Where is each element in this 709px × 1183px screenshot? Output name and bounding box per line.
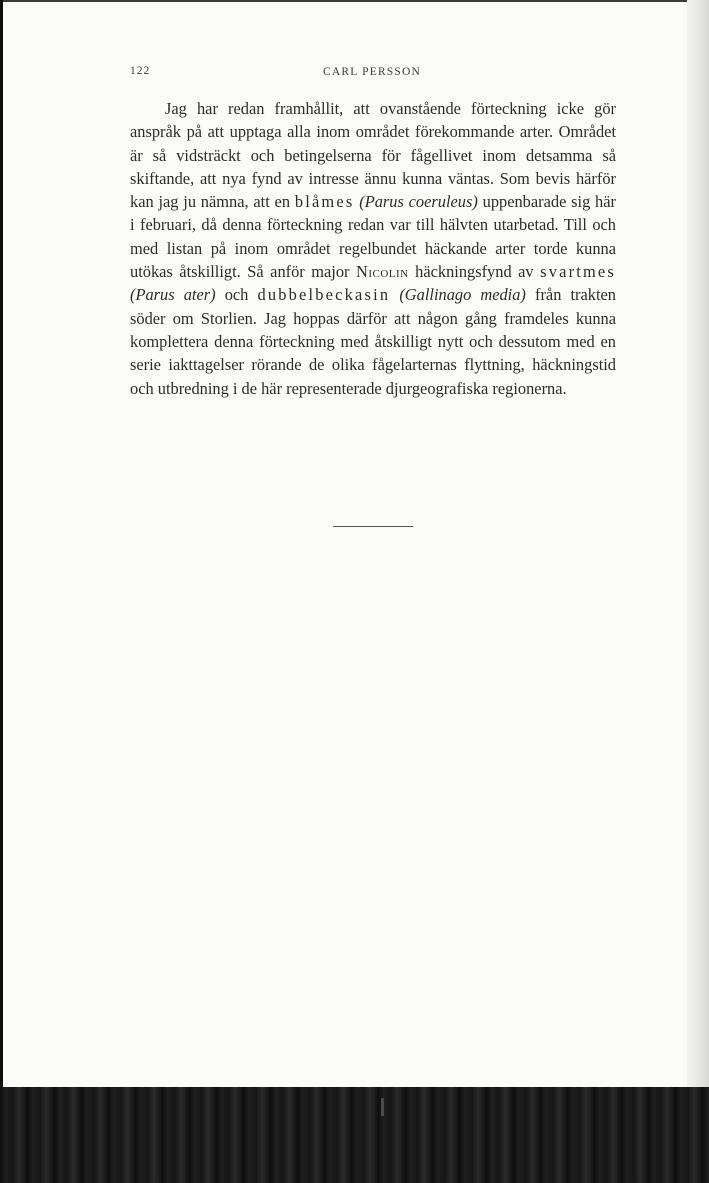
scan-background xyxy=(0,1087,709,1183)
section-end-rule xyxy=(333,526,413,527)
species-common-name: blåmes xyxy=(294,192,355,212)
species-common-name: svartmes xyxy=(540,262,616,282)
species-latin-name: (Parus coeruleus) xyxy=(359,192,478,212)
text-run: från trakten söder om Storlien. Jag hoppas därför att någon gång framdeles kunna komplettera denna förteckning med åtskilligt nytt och dessutom med en serie iakttagelser rörande de olika fågelarternas flyttning, häckningstid och utbredning i de här representerade djurgeografiska regionerna. xyxy=(130,285,617,398)
page-edge-strip xyxy=(687,0,709,1090)
running-title: CARL PERSSON xyxy=(323,66,422,78)
text-run: häckningsfynd av xyxy=(408,262,541,282)
page-header xyxy=(130,65,616,85)
scan-artifact xyxy=(381,1098,384,1116)
species-common-name: dubbelbeckasin xyxy=(257,285,391,305)
paragraph-text xyxy=(130,97,616,400)
page-number: 122 xyxy=(130,65,151,77)
text-run: och xyxy=(215,285,258,305)
text-run: uppenbarade sig här i februari, då denna förteckning redan var till hälvten utarbetad. Till och med listan på inom området regelbundet häckande arter torde kunna utökas åtskilligt. Så anför major xyxy=(130,192,616,282)
species-latin-name: (Gallinago media) xyxy=(399,285,526,305)
book-page xyxy=(3,0,687,1087)
body-paragraph xyxy=(130,97,616,400)
species-latin-name: (Parus ater) xyxy=(130,285,216,305)
text-run: Jag har redan framhållit, att ovanstående förteckning icke gör anspråk på att upptaga alla inom området förekommande arter. Området är så vidsträckt och betingelserna för fågellivet inom detsamma så skiftande, att nya fynd av intresse ännu kunna väntas. Som bevis härför kan jag ju nämna, att en xyxy=(130,99,616,212)
person-name: Nicolin xyxy=(356,262,409,282)
